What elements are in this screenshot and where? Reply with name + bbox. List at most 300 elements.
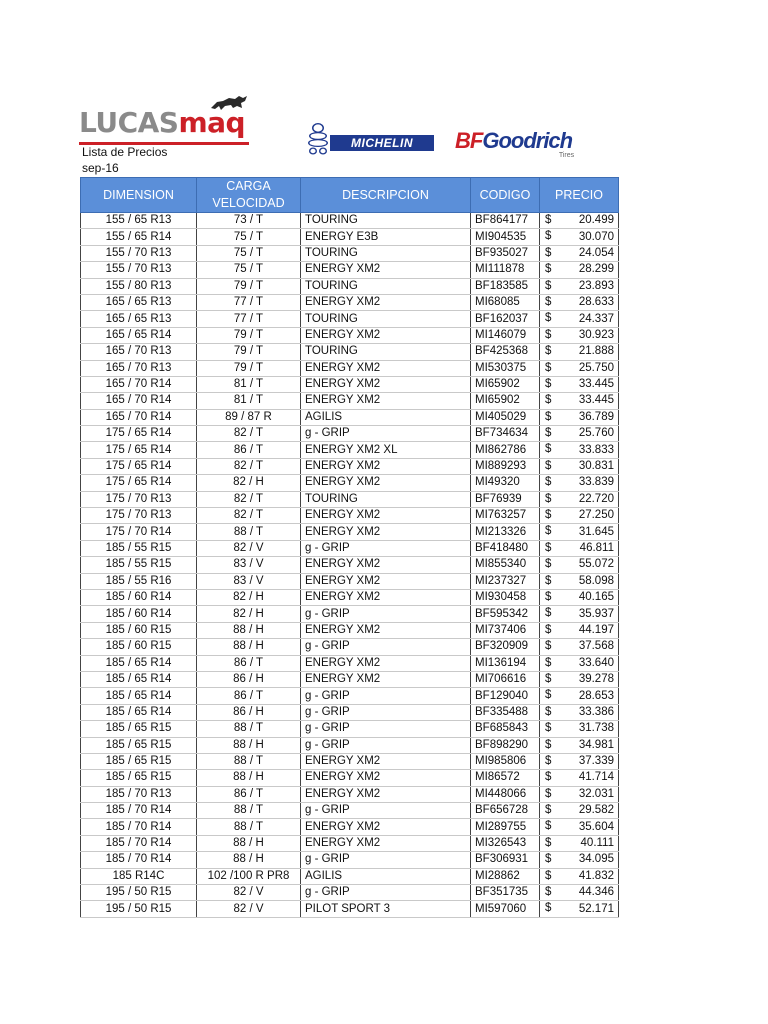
price-value: 31.738 (578, 722, 614, 735)
cell-description: ENERGY XM2 (301, 376, 471, 392)
table-row (81, 524, 619, 540)
header-description: DESCRIPCION (301, 178, 471, 213)
cell-description: TOURING (301, 245, 471, 261)
cell-price (540, 639, 619, 655)
cell-price (540, 786, 619, 802)
price-value: 20.499 (578, 214, 614, 227)
price-value: 23.893 (578, 279, 614, 292)
cell-code: MI597060 (471, 901, 540, 917)
price-value: 25.760 (578, 427, 614, 440)
price-value: 35.604 (578, 820, 614, 833)
table-row (81, 655, 619, 671)
cell-price (540, 589, 619, 605)
cell-price (540, 409, 619, 425)
price-value: 55.072 (578, 558, 614, 571)
cell-price (540, 327, 619, 343)
michelin-logo (304, 122, 434, 156)
table-row (81, 393, 619, 409)
currency-symbol: $ (545, 492, 552, 505)
table-row (81, 557, 619, 573)
table-row (81, 852, 619, 868)
table-row (81, 770, 619, 786)
cell-price (540, 442, 619, 458)
currency-symbol: $ (545, 590, 552, 603)
cell-price (540, 360, 619, 376)
cell-description: ENERGY XM2 (301, 655, 471, 671)
price-value: 31.645 (578, 525, 614, 538)
currency-symbol: $ (545, 869, 552, 882)
header-load-speed (197, 178, 301, 213)
cell-load-speed: 88 / H (197, 737, 301, 753)
cell-code: MI68085 (471, 294, 540, 310)
cell-code: BF183585 (471, 278, 540, 294)
currency-symbol: $ (545, 705, 552, 718)
cell-code: BF418480 (471, 540, 540, 556)
cell-load-speed: 75 / T (197, 245, 301, 261)
currency-symbol: $ (545, 263, 552, 276)
price-value: 36.789 (578, 410, 614, 423)
cell-price (540, 213, 619, 229)
currency-symbol: $ (545, 787, 552, 800)
cell-code: BF685843 (471, 721, 540, 737)
cell-price (540, 688, 619, 704)
cell-code: MI237327 (471, 573, 540, 589)
cell-code: MI855340 (471, 557, 540, 573)
cell-dimension: 185 / 65 R14 (81, 655, 197, 671)
cell-load-speed: 86 / H (197, 671, 301, 687)
currency-symbol: $ (545, 509, 552, 522)
bfgoodrich-tires: Tires (558, 152, 575, 159)
cell-code: MI889293 (471, 458, 540, 474)
cell-price (540, 278, 619, 294)
cell-code: MI985806 (471, 753, 540, 769)
cell-dimension: 165 / 70 R13 (81, 344, 197, 360)
cell-price (540, 344, 619, 360)
bfgoodrich-goodrich: Goodrich (482, 128, 573, 153)
price-value: 37.339 (578, 755, 614, 768)
currency-symbol: $ (545, 607, 552, 620)
table-row (81, 376, 619, 392)
cell-code: BF162037 (471, 311, 540, 327)
cell-description: ENERGY XM2 (301, 671, 471, 687)
cell-description: g - GRIP (301, 803, 471, 819)
price-value: 24.054 (578, 246, 614, 259)
price-value: 46.811 (579, 542, 614, 554)
cell-dimension: 185 / 55 R15 (81, 540, 197, 556)
table-row (81, 868, 619, 884)
cell-code: BF129040 (471, 688, 540, 704)
cell-dimension: 185 / 70 R14 (81, 835, 197, 851)
table-row (81, 327, 619, 343)
cell-code: MI136194 (471, 655, 540, 671)
cell-code: MI930458 (471, 589, 540, 605)
price-value: 40.165 (578, 591, 614, 604)
cell-load-speed: 82 / T (197, 491, 301, 507)
price-value: 28.653 (578, 689, 614, 702)
table-row (81, 589, 619, 605)
lucasmaq-logo (79, 92, 251, 148)
cell-dimension: 185 / 65 R15 (81, 737, 197, 753)
cell-dimension: 185 / 60 R14 (81, 606, 197, 622)
cell-description: ENERGY XM2 (301, 770, 471, 786)
cell-price (540, 573, 619, 589)
cell-description: g - GRIP (301, 540, 471, 556)
cell-load-speed: 79 / T (197, 344, 301, 360)
cell-load-speed: 75 / T (197, 229, 301, 245)
cell-load-speed: 102 /100 R PR8 (197, 868, 301, 884)
currency-symbol: $ (545, 377, 552, 390)
cell-code: MI213326 (471, 524, 540, 540)
cell-code: BF864177 (471, 213, 540, 229)
currency-symbol: $ (545, 623, 552, 636)
cell-dimension: 185 R14C (81, 868, 197, 884)
cell-code: MI146079 (471, 327, 540, 343)
cell-load-speed: 88 / H (197, 622, 301, 638)
cell-load-speed: 81 / T (197, 376, 301, 392)
currency-symbol: $ (545, 754, 552, 767)
cell-description: g - GRIP (301, 737, 471, 753)
price-list-title: Lista de Precios (82, 145, 168, 159)
currency-symbol: $ (545, 558, 552, 571)
cell-price (540, 704, 619, 720)
cell-dimension: 165 / 70 R13 (81, 360, 197, 376)
bfgoodrich-logo (455, 128, 575, 159)
cell-description: g - GRIP (301, 426, 471, 442)
table-row (81, 835, 619, 851)
currency-symbol: $ (545, 541, 552, 554)
cell-code: BF935027 (471, 245, 540, 261)
currency-symbol: $ (545, 886, 552, 899)
cell-code: BF351735 (471, 885, 540, 901)
currency-symbol: $ (545, 820, 552, 833)
cell-description: ENERGY E3B (301, 229, 471, 245)
currency-symbol: $ (545, 443, 552, 456)
currency-symbol: $ (545, 738, 552, 751)
cell-load-speed: 88 / H (197, 852, 301, 868)
cell-description: ENERGY XM2 (301, 622, 471, 638)
cell-price (540, 540, 619, 556)
price-value: 30.070 (578, 230, 614, 243)
cell-description: ENERGY XM2 (301, 475, 471, 491)
cell-dimension: 195 / 50 R15 (81, 885, 197, 901)
currency-symbol: $ (545, 574, 552, 587)
cell-code: MI326543 (471, 835, 540, 851)
brand-lucas: LUCAS (79, 106, 179, 139)
cell-code: MI65902 (471, 376, 540, 392)
price-value: 52.171 (578, 902, 614, 915)
cell-load-speed: 88 / H (197, 639, 301, 655)
cell-dimension: 185 / 60 R15 (81, 622, 197, 638)
cell-price (540, 868, 619, 884)
currency-symbol: $ (545, 836, 552, 849)
cell-dimension: 155 / 80 R13 (81, 278, 197, 294)
cell-dimension: 175 / 70 R13 (81, 491, 197, 507)
lion-icon (209, 92, 249, 114)
table-row (81, 688, 619, 704)
table-row (81, 344, 619, 360)
cell-price (540, 245, 619, 261)
currency-symbol: $ (545, 295, 552, 308)
cell-dimension: 185 / 60 R14 (81, 589, 197, 605)
cell-load-speed: 82 / V (197, 901, 301, 917)
table-row (81, 639, 619, 655)
cell-dimension: 185 / 65 R14 (81, 688, 197, 704)
cell-dimension: 155 / 65 R14 (81, 229, 197, 245)
currency-symbol: $ (545, 656, 552, 669)
cell-code: MI289755 (471, 819, 540, 835)
price-value: 40.111 (580, 837, 614, 850)
cell-load-speed: 86 / H (197, 704, 301, 720)
price-value: 22.720 (578, 492, 614, 505)
cell-dimension: 155 / 70 R13 (81, 262, 197, 278)
table-row (81, 704, 619, 720)
currency-symbol: $ (545, 771, 552, 784)
cell-load-speed: 82 / V (197, 540, 301, 556)
table-row (81, 360, 619, 376)
price-value: 27.250 (578, 509, 614, 522)
table-row (81, 229, 619, 245)
table-row (81, 622, 619, 638)
cell-dimension: 175 / 65 R14 (81, 475, 197, 491)
currency-symbol: $ (545, 246, 552, 259)
cell-dimension: 185 / 70 R14 (81, 819, 197, 835)
currency-symbol: $ (545, 427, 552, 440)
table-row (81, 245, 619, 261)
cell-price (540, 835, 619, 851)
cell-code: MI86572 (471, 770, 540, 786)
cell-code: MI49320 (471, 475, 540, 491)
cell-description: ENERGY XM2 (301, 753, 471, 769)
table-row (81, 278, 619, 294)
cell-description: g - GRIP (301, 639, 471, 655)
cell-description: ENERGY XM2 (301, 327, 471, 343)
cell-price (540, 770, 619, 786)
cell-price (540, 491, 619, 507)
table-header-row (81, 178, 619, 213)
price-value: 28.299 (578, 263, 614, 276)
cell-code: MI111878 (471, 262, 540, 278)
price-value: 44.346 (578, 886, 614, 899)
currency-symbol: $ (545, 476, 552, 489)
cell-load-speed: 86 / T (197, 786, 301, 802)
currency-symbol: $ (545, 361, 552, 374)
cell-price (540, 458, 619, 474)
table-row (81, 409, 619, 425)
cell-load-speed: 82 / T (197, 458, 301, 474)
currency-symbol: $ (545, 672, 552, 685)
cell-price (540, 753, 619, 769)
cell-description: ENERGY XM2 XL (301, 442, 471, 458)
cell-dimension: 185 / 65 R15 (81, 753, 197, 769)
cell-code: MI862786 (471, 442, 540, 458)
table-row (81, 819, 619, 835)
table-row (81, 901, 619, 917)
currency-symbol: $ (545, 689, 552, 702)
table-row (81, 753, 619, 769)
cell-description: g - GRIP (301, 721, 471, 737)
cell-price (540, 262, 619, 278)
price-value: 35.937 (578, 607, 614, 620)
table-row (81, 573, 619, 589)
currency-symbol: $ (545, 804, 552, 817)
cell-dimension: 185 / 65 R15 (81, 721, 197, 737)
table-row (81, 786, 619, 802)
cell-code: MI28862 (471, 868, 540, 884)
table-body (81, 213, 619, 918)
cell-dimension: 165 / 70 R14 (81, 376, 197, 392)
cell-description: TOURING (301, 344, 471, 360)
cell-price (540, 819, 619, 835)
cell-dimension: 175 / 65 R14 (81, 442, 197, 458)
cell-description: ENERGY XM2 (301, 508, 471, 524)
price-value: 30.923 (578, 328, 614, 341)
cell-load-speed: 88 / T (197, 524, 301, 540)
cell-load-speed: 86 / T (197, 688, 301, 704)
cell-price (540, 508, 619, 524)
table-row (81, 803, 619, 819)
price-value: 37.568 (578, 640, 614, 653)
cell-load-speed: 82 / T (197, 426, 301, 442)
table-row (81, 311, 619, 327)
header-load: CARGA (226, 179, 271, 193)
cell-load-speed: 88 / H (197, 770, 301, 786)
cell-description: ENERGY XM2 (301, 589, 471, 605)
cell-load-speed: 88 / T (197, 819, 301, 835)
currency-symbol: $ (545, 230, 552, 243)
cell-load-speed: 82 / V (197, 885, 301, 901)
cell-price (540, 901, 619, 917)
currency-symbol: $ (545, 279, 552, 292)
table-row (81, 491, 619, 507)
cell-price (540, 475, 619, 491)
cell-dimension: 165 / 70 R14 (81, 409, 197, 425)
cell-dimension: 165 / 65 R14 (81, 327, 197, 343)
cell-description: ENERGY XM2 (301, 524, 471, 540)
price-value: 33.386 (578, 705, 614, 718)
cell-load-speed: 82 / H (197, 475, 301, 491)
currency-symbol: $ (545, 902, 552, 915)
currency-symbol: $ (545, 459, 552, 472)
currency-symbol: $ (545, 394, 552, 407)
cell-code: MI904535 (471, 229, 540, 245)
table-row (81, 508, 619, 524)
cell-load-speed: 73 / T (197, 213, 301, 229)
cell-load-speed: 88 / T (197, 721, 301, 737)
table-row (81, 426, 619, 442)
michelin-wordmark: MICHELIN (330, 135, 434, 151)
price-value: 33.833 (578, 443, 614, 456)
cell-description: ENERGY XM2 (301, 294, 471, 310)
cell-dimension: 185 / 70 R14 (81, 803, 197, 819)
price-value: 33.640 (578, 656, 614, 669)
price-value: 34.095 (578, 853, 614, 866)
cell-description: ENERGY XM2 (301, 393, 471, 409)
cell-price (540, 294, 619, 310)
cell-dimension: 155 / 65 R13 (81, 213, 197, 229)
table-row (81, 262, 619, 278)
cell-description: ENERGY XM2 (301, 786, 471, 802)
cell-dimension: 185 / 55 R16 (81, 573, 197, 589)
price-value: 41.714 (578, 771, 614, 784)
cell-price (540, 622, 619, 638)
cell-description: ENERGY XM2 (301, 573, 471, 589)
currency-symbol: $ (545, 722, 552, 735)
table-row (81, 721, 619, 737)
cell-description: g - GRIP (301, 688, 471, 704)
cell-load-speed: 75 / T (197, 262, 301, 278)
cell-code: BF898290 (471, 737, 540, 753)
cell-code: MI448066 (471, 786, 540, 802)
cell-code: BF320909 (471, 639, 540, 655)
price-value: 41.832 (578, 869, 614, 882)
header-speed: VELOCIDAD (212, 196, 285, 210)
cell-description: ENERGY XM2 (301, 262, 471, 278)
price-value: 34.981 (578, 738, 614, 751)
table-row (81, 475, 619, 491)
cell-price (540, 311, 619, 327)
price-value: 28.633 (578, 296, 614, 309)
cell-description: TOURING (301, 311, 471, 327)
bfgoodrich-bf: BF (455, 128, 483, 153)
cell-dimension: 195 / 50 R15 (81, 901, 197, 917)
price-value: 25.750 (578, 361, 614, 374)
cell-description: g - GRIP (301, 704, 471, 720)
cell-load-speed: 79 / T (197, 360, 301, 376)
cell-dimension: 185 / 65 R15 (81, 770, 197, 786)
cell-dimension: 175 / 70 R13 (81, 508, 197, 524)
table-row (81, 885, 619, 901)
cell-price (540, 376, 619, 392)
table-row (81, 540, 619, 556)
cell-dimension: 185 / 60 R15 (81, 639, 197, 655)
cell-load-speed: 79 / T (197, 327, 301, 343)
cell-price (540, 393, 619, 409)
cell-description: AGILIS (301, 409, 471, 425)
cell-dimension: 175 / 65 R14 (81, 458, 197, 474)
table-row (81, 458, 619, 474)
cell-code: MI65902 (471, 393, 540, 409)
brand-maq: maq (178, 106, 246, 139)
price-value: 33.839 (578, 476, 614, 489)
cell-price (540, 655, 619, 671)
cell-price (540, 737, 619, 753)
price-value: 58.098 (578, 574, 614, 587)
cell-code: BF595342 (471, 606, 540, 622)
cell-dimension: 185 / 70 R13 (81, 786, 197, 802)
cell-load-speed: 77 / T (197, 294, 301, 310)
cell-load-speed: 89 / 87 R (197, 409, 301, 425)
price-value: 21.888 (578, 345, 614, 358)
cell-code: BF76939 (471, 491, 540, 507)
cell-price (540, 803, 619, 819)
price-list-date: sep-16 (82, 161, 119, 175)
cell-load-speed: 88 / T (197, 803, 301, 819)
cell-description: ENERGY XM2 (301, 819, 471, 835)
currency-symbol: $ (545, 312, 552, 325)
cell-description: ENERGY XM2 (301, 360, 471, 376)
price-value: 44.197 (578, 623, 614, 636)
currency-symbol: $ (545, 640, 552, 653)
header-price: PRECIO (540, 178, 619, 213)
currency-symbol: $ (545, 328, 552, 341)
cell-dimension: 165 / 65 R13 (81, 311, 197, 327)
cell-load-speed: 88 / H (197, 835, 301, 851)
cell-price (540, 671, 619, 687)
cell-description: ENERGY XM2 (301, 458, 471, 474)
cell-load-speed: 86 / T (197, 442, 301, 458)
cell-description: AGILIS (301, 868, 471, 884)
cell-description: g - GRIP (301, 885, 471, 901)
